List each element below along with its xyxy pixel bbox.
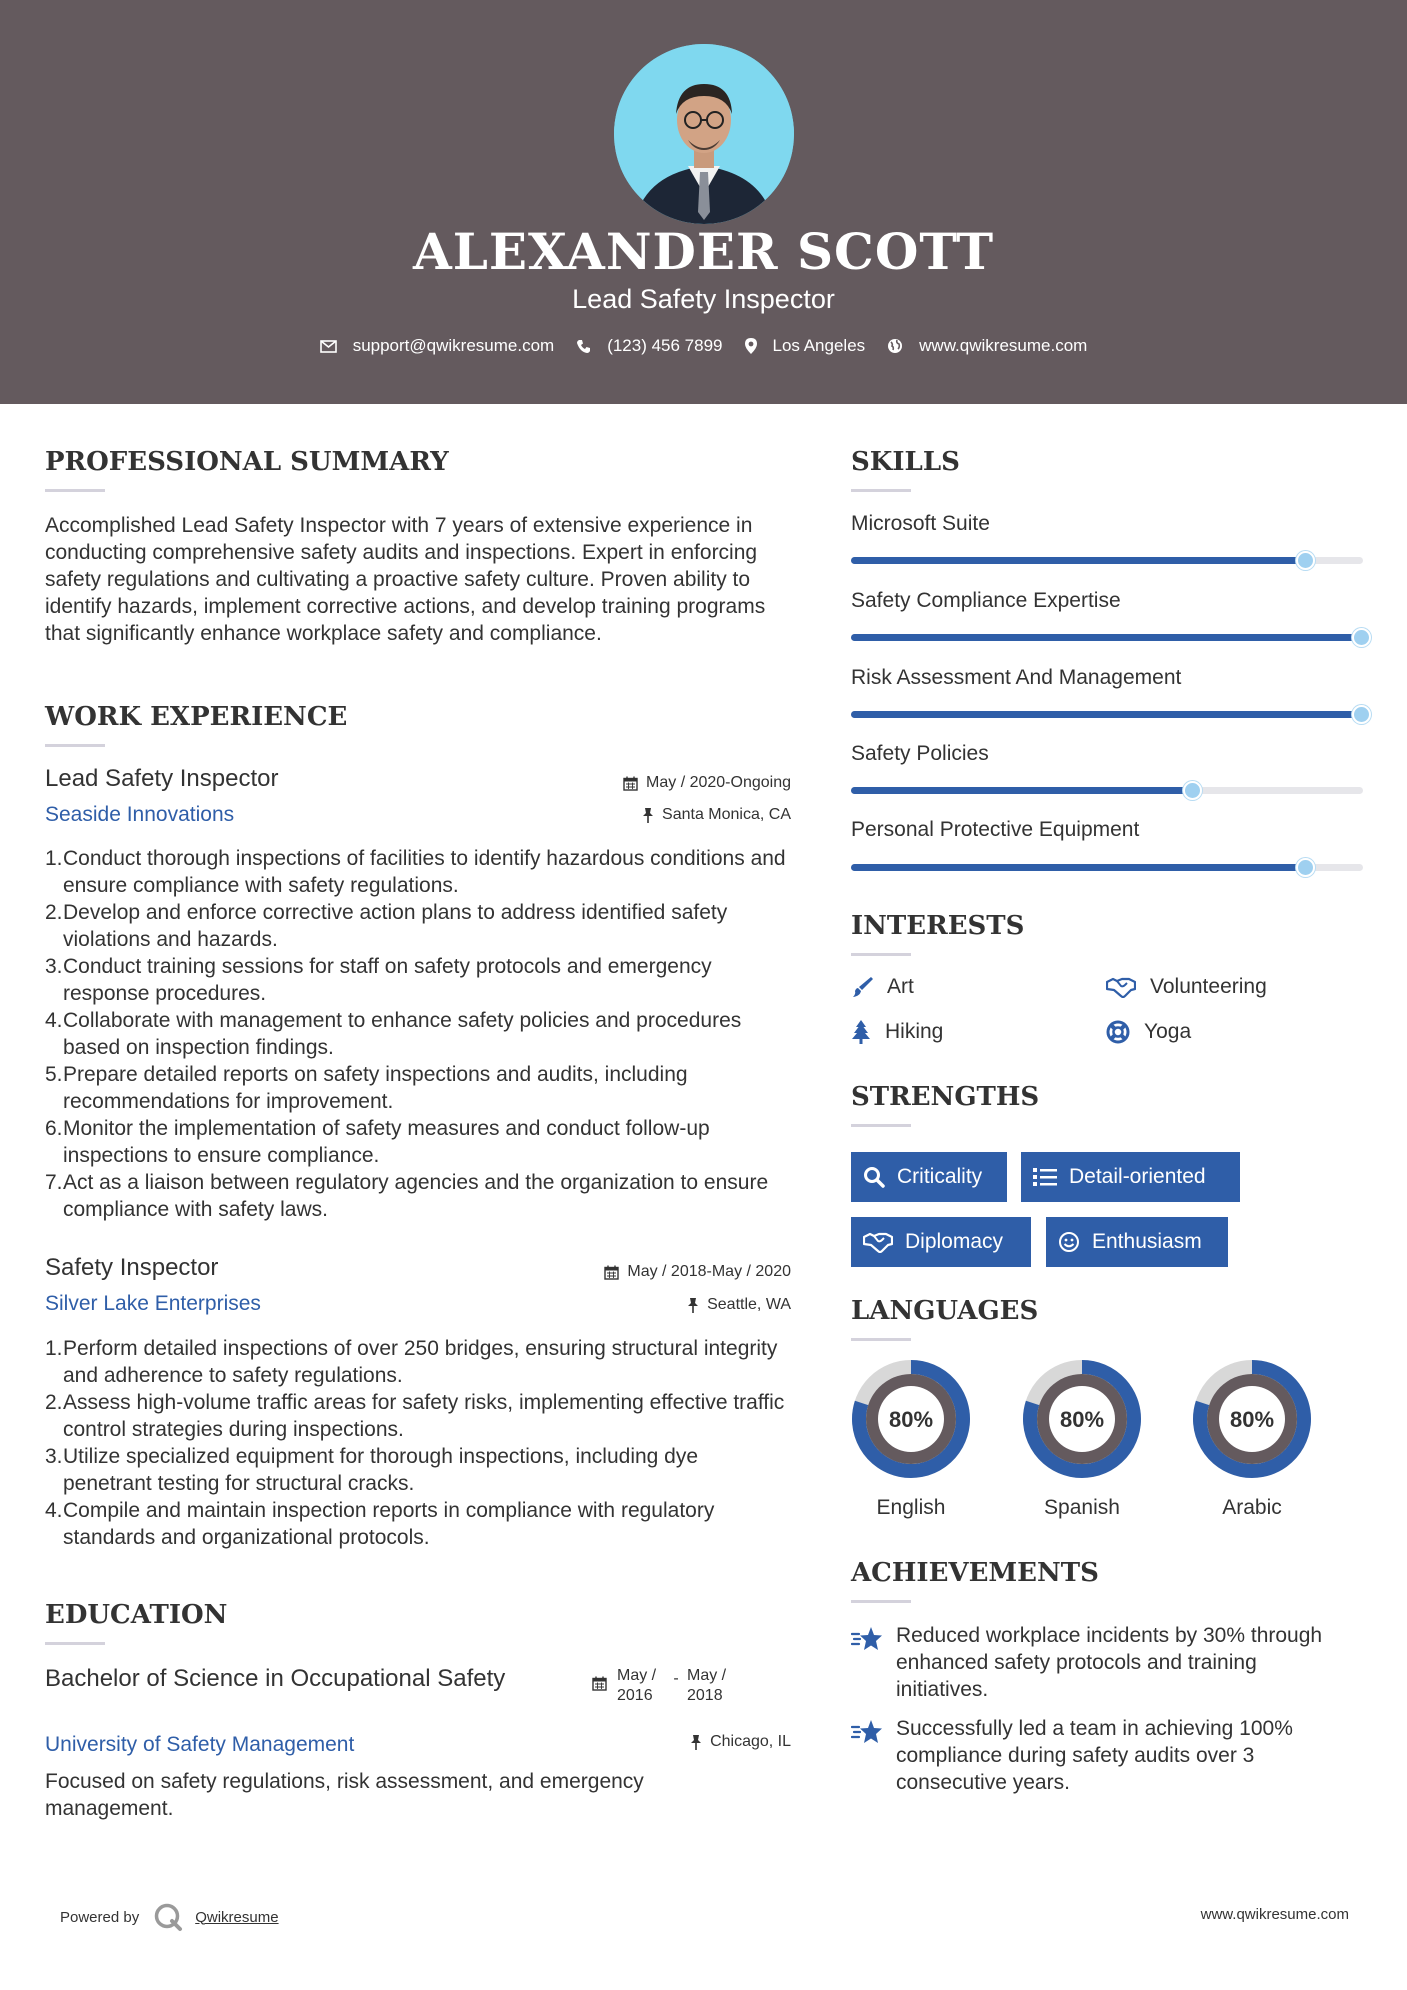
interest-item	[851, 1020, 943, 1044]
footer-branding	[60, 1902, 279, 1932]
achievement-item	[851, 1622, 1341, 1703]
skills-heading: SKILLS	[851, 447, 960, 477]
shooting-star-icon	[851, 1626, 883, 1652]
job-title: Safety Inspector	[45, 1254, 219, 1281]
list-item-text: Compile and maintain inspection reports in compliance with regulatory standards and organizational protocols.	[63, 1499, 715, 1549]
education-dates	[592, 1666, 735, 1706]
contact-location-text: Los Angeles	[772, 336, 866, 355]
handshake-icon	[863, 1231, 893, 1253]
experience-divider	[45, 744, 105, 747]
school-name: University of Safety Management	[45, 1733, 355, 1756]
list-item: 4. Compile and maintain inspection reports in compliance with regulatory standards and organizational protocols.	[45, 1499, 715, 1549]
list-item-text: Develop and enforce corrective action plans to address identified safety violations and hazards.	[63, 901, 728, 951]
list-item: 1. Conduct thorough inspections of facilities to identify hazardous conditions and ensure compliance with safety regulations.	[45, 847, 786, 897]
job-location-text: Santa Monica, CA	[662, 806, 791, 823]
shooting-star-icon	[851, 1719, 883, 1745]
languages-heading: LANGUAGES	[851, 1296, 1039, 1326]
portrait-image	[614, 44, 794, 224]
skill-bar	[851, 634, 1363, 641]
list-item: 7. Act as a liaison between regulatory agencies and the organization to ensure compliance with safety laws.	[45, 1171, 769, 1221]
interest-label: Yoga	[1144, 1020, 1192, 1043]
pushpin-icon	[690, 1734, 702, 1750]
skill-bar-knob	[1296, 551, 1315, 570]
map-pin-icon	[745, 338, 757, 354]
list-item-text: Collaborate with management to enhance safety policies and procedures based on inspection findings.	[63, 1009, 742, 1059]
pushpin-icon	[687, 1297, 699, 1313]
candidate-title: Lead Safety Inspector	[572, 284, 835, 314]
interest-label: Art	[887, 975, 914, 998]
education-description: Focused on safety regulations, risk assessment, and emergency management.	[45, 1770, 644, 1820]
interests-heading: INTERESTS	[851, 911, 1025, 941]
contact-phone-text: (123) 456 7899	[607, 336, 723, 355]
list-item: 3. Conduct training sessions for staff on safety protocols and emergency response procedures.	[45, 955, 712, 1005]
language-label: Arabic	[1222, 1496, 1282, 1519]
contact-website-text: www.qwikresume.com	[919, 336, 1088, 355]
skill-bar-knob	[1352, 628, 1371, 647]
list-item: 4. Collaborate with management to enhance safety policies and procedures based on inspection findings.	[45, 1009, 742, 1059]
contact-email-text: support@qwikresume.com	[352, 336, 555, 355]
interest-item	[1106, 1020, 1191, 1044]
list-item-text: Prepare detailed reports on safety inspections and audits, including recommendations for improvement.	[63, 1063, 688, 1113]
skill-label: Safety Compliance Expertise	[851, 589, 1121, 612]
achievement-item	[851, 1715, 1341, 1796]
avatar	[614, 44, 794, 224]
phone-icon	[576, 339, 591, 354]
languages-divider	[851, 1338, 911, 1341]
skill-bar-fill	[851, 557, 1307, 564]
interest-item	[851, 975, 914, 999]
calendar-icon	[623, 776, 638, 791]
gauge-percent: 80%	[1229, 1407, 1275, 1432]
job-dates-text: May / 2020-Ongoing	[646, 774, 791, 791]
strength-chip	[851, 1217, 1031, 1267]
achievement-text: Reduced workplace incidents by 30% through enhanced safety protocols and training initiatives.	[896, 1624, 1323, 1701]
skill-bar-knob	[1296, 858, 1315, 877]
qwikresume-link[interactable]: Qwikresume	[195, 1908, 279, 1926]
strength-label: Diplomacy	[905, 1230, 1004, 1253]
contact-phone[interactable]	[576, 336, 722, 356]
powered-by-text: Powered by	[60, 1908, 140, 1926]
skill-bar-knob	[1183, 781, 1202, 800]
contact-website[interactable]	[887, 336, 1087, 356]
globe-icon	[887, 338, 903, 354]
education-date-separator: -	[673, 1670, 679, 1687]
paintbrush-icon	[851, 976, 873, 998]
list-item-text: Conduct thorough inspections of facilities to identify hazardous conditions and ensure compliance with safety regulations.	[63, 847, 786, 897]
list-item: 3. Utilize specialized equipment for thorough inspections, including dye penetrant testing for structural cracks.	[45, 1445, 699, 1495]
list-item: 6. Monitor the implementation of safety measures and conduct follow-up inspections to ensure compliance.	[45, 1117, 710, 1167]
experience-heading: WORK EXPERIENCE	[45, 702, 348, 732]
list-item-text: Monitor the implementation of safety measures and conduct follow-up inspections to ensure compliance.	[63, 1117, 710, 1167]
gauge-percent: 80%	[888, 1407, 934, 1432]
job-responsibilities	[45, 845, 790, 1223]
list-item: 1. Perform detailed inspections of over 250 bridges, ensuring structural integrity and adherence to safety regulations.	[45, 1337, 778, 1387]
list-item-text: Utilize specialized equipment for thorough inspections, including dye penetrant testing for structural cracks.	[63, 1445, 699, 1495]
strengths-divider	[851, 1124, 911, 1127]
education-start: May / 2016	[617, 1667, 657, 1704]
skill-bar	[851, 864, 1363, 871]
envelope-icon	[320, 340, 337, 353]
list-item-text: Conduct training sessions for staff on safety protocols and emergency response procedures.	[63, 955, 712, 1005]
strength-label: Criticality	[897, 1165, 983, 1188]
list-item-text: Assess high-volume traffic areas for safety risks, implementing effective traffic control strategies during inspections.	[63, 1391, 785, 1441]
job-location	[687, 1296, 791, 1314]
job-location-text: Seattle, WA	[707, 1296, 791, 1313]
smiley-icon	[1058, 1231, 1080, 1253]
skill-bar	[851, 787, 1363, 794]
job-location	[642, 806, 791, 824]
footer-website[interactable]: www.qwikresume.com	[1200, 1906, 1349, 1923]
strength-label: Detail-oriented	[1069, 1165, 1206, 1188]
strengths-heading: STRENGTHS	[851, 1082, 1040, 1112]
tree-icon	[851, 1020, 871, 1044]
strength-chip	[1021, 1152, 1240, 1202]
calendar-icon	[592, 1676, 607, 1691]
search-icon	[863, 1166, 885, 1188]
lifebuoy-icon	[1106, 1020, 1130, 1044]
skill-bar	[851, 557, 1363, 564]
education-location-text: Chicago, IL	[710, 1733, 791, 1750]
language-label: English	[876, 1496, 946, 1519]
language-gauge	[850, 1358, 972, 1480]
list-item: 2. Assess high-volume traffic areas for safety risks, implementing effective traffic control strategies during inspections.	[45, 1391, 785, 1441]
education-location	[690, 1733, 791, 1751]
calendar-icon	[604, 1265, 619, 1280]
job-responsibilities	[45, 1335, 790, 1551]
achievement-text: Successfully led a team in achieving 100% compliance during safety audits over 3 consecutive years.	[896, 1717, 1293, 1794]
contact-location	[745, 336, 866, 356]
contact-email[interactable]	[320, 336, 555, 356]
interest-label: Hiking	[885, 1020, 944, 1043]
strength-chip	[851, 1152, 1007, 1202]
summary-text: Accomplished Lead Safety Inspector with 7 years of extensive experience in conducting comprehensive safety audits and inspections. Expert in enforcing safety regulations and cultivating a proactive safety culture. Proven ability to identify hazards, implement corrective actions, and develop training programs that significantly enhance workplace safety and compliance.	[45, 514, 766, 645]
list-item-text: Act as a liaison between regulatory agencies and the organization to ensure compliance with safety laws.	[63, 1171, 769, 1221]
achievements-divider	[851, 1600, 911, 1603]
skill-bar	[851, 711, 1363, 718]
candidate-name: ALEXANDER SCOTT	[412, 222, 995, 281]
language-label: Spanish	[1044, 1496, 1120, 1519]
list-icon	[1033, 1167, 1057, 1187]
list-item: 5. Prepare detailed reports on safety inspections and audits, including recommendations for improvement.	[45, 1063, 688, 1113]
skills-divider	[851, 489, 911, 492]
list-item: 2. Develop and enforce corrective action plans to address identified safety violations and hazards.	[45, 901, 728, 951]
skill-bar-fill	[851, 787, 1194, 794]
education-divider	[45, 1642, 105, 1645]
job-title: Lead Safety Inspector	[45, 765, 279, 792]
list-item-text: Perform detailed inspections of over 250 bridges, ensuring structural integrity and adherence to safety regulations.	[63, 1337, 778, 1387]
job-dates-text: May / 2018-May / 2020	[627, 1263, 791, 1280]
interest-item	[1106, 975, 1267, 999]
skill-bar-fill	[851, 711, 1363, 718]
handshake-icon	[1106, 976, 1136, 998]
skill-label: Personal Protective Equipment	[851, 818, 1140, 841]
skill-bar-knob	[1352, 705, 1371, 724]
job-company: Silver Lake Enterprises	[45, 1292, 261, 1315]
qwikresume-logo-icon	[153, 1902, 183, 1932]
resume-header	[0, 0, 1407, 404]
interests-divider	[851, 953, 911, 956]
pushpin-icon	[642, 807, 654, 823]
strength-label: Enthusiasm	[1092, 1230, 1202, 1253]
job-company: Seaside Innovations	[45, 803, 235, 826]
summary-heading: PROFESSIONAL SUMMARY	[45, 447, 449, 477]
summary-divider	[45, 489, 105, 492]
education-end: May / 2018	[687, 1667, 727, 1704]
education-heading: EDUCATION	[45, 1600, 228, 1630]
skill-label: Microsoft Suite	[851, 512, 990, 535]
skill-label: Safety Policies	[851, 742, 989, 765]
language-gauge	[1021, 1358, 1143, 1480]
contact-bar	[0, 336, 1407, 356]
skill-label: Risk Assessment And Management	[851, 666, 1182, 689]
skill-bar-fill	[851, 864, 1307, 871]
achievements-heading: ACHIEVEMENTS	[851, 1558, 1099, 1588]
job-dates	[604, 1263, 791, 1281]
job-dates	[623, 774, 791, 792]
interest-label: Volunteering	[1150, 975, 1267, 998]
degree-title: Bachelor of Science in Occupational Safety	[45, 1665, 506, 1692]
skill-bar-fill	[851, 634, 1363, 641]
gauge-percent: 80%	[1059, 1407, 1105, 1432]
language-gauge	[1191, 1358, 1313, 1480]
strength-chip	[1046, 1217, 1228, 1267]
